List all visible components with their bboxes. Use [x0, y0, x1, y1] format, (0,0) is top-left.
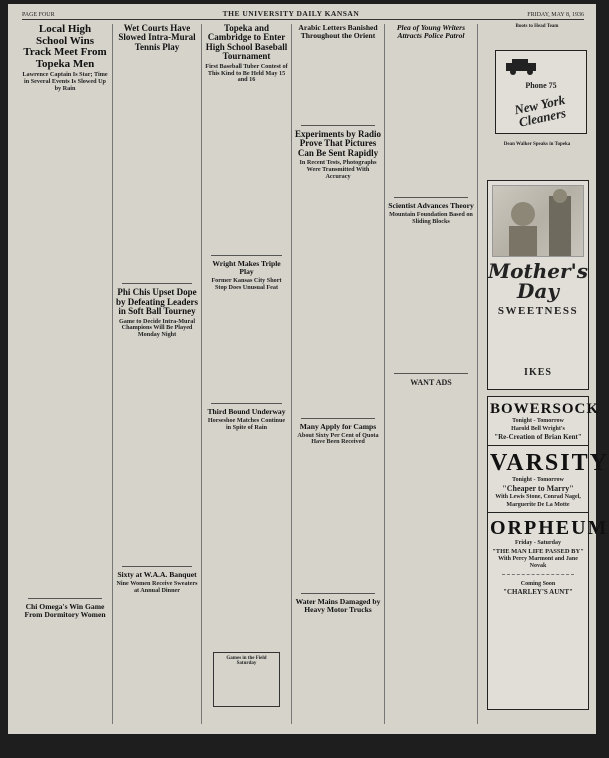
divider — [394, 373, 468, 374]
schedule-box — [213, 652, 280, 707]
newspaper-page — [8, 4, 609, 734]
film-title: "Re-Creation of Brian Kent" — [494, 433, 582, 441]
article-subhead: About Sixty Per Cent of Quota Have Been Received — [297, 431, 379, 446]
column-5 — [388, 24, 474, 724]
divider — [122, 283, 192, 284]
article-headline: Scientist Advances Theory — [388, 200, 474, 210]
coming-soon: Coming Soon — [520, 580, 556, 587]
article-subhead: Nine Women Receive Sweaters at Annual Dinner — [116, 580, 198, 594]
showing-line: Harold Bell Wright's — [511, 425, 565, 432]
article-subhead: Lawrence Captain Is Star; Time in Several Events Is Slowed Up by Rain — [22, 71, 108, 92]
film-title: "THE MAN LIFE PASSED BY" — [492, 547, 584, 555]
article-body — [205, 434, 288, 648]
divider — [301, 593, 375, 594]
article-body — [295, 43, 381, 121]
column-4 — [295, 24, 381, 724]
theatre-ad — [487, 396, 609, 710]
mothers-day-ad — [487, 180, 589, 390]
illustration — [492, 185, 584, 257]
article-headline: Wright Makes Triple Play — [212, 259, 281, 277]
article-body — [295, 449, 381, 589]
showing-line: Tonight - Tomorrow — [512, 476, 564, 483]
divider — [394, 197, 468, 198]
article-headline: Water Mains Damaged by Heavy Motor Trucks — [295, 597, 381, 615]
article-headline: Experiments by Radio Prove That Pictures Can Be Sent Rapidly — [295, 128, 382, 158]
masthead — [22, 8, 584, 20]
article-body — [205, 295, 288, 399]
article-headline: Wet Courts Have Slowed Intra-Mural Tennis Play — [118, 23, 196, 52]
showing-line: Friday - Saturday — [514, 540, 561, 547]
issue-date: FRIDAY, MAY 8, 1936 — [527, 12, 584, 18]
article-headline: Many Apply for Camps — [299, 421, 377, 431]
column-rule — [477, 24, 478, 724]
theatre-name: VARSITY — [490, 449, 609, 476]
article-body — [295, 617, 381, 737]
article-headline: Sixty at W.A.A. Banquet — [117, 570, 197, 580]
divider — [122, 566, 192, 567]
column-rule — [291, 24, 292, 724]
theatre-orpheum — [488, 512, 609, 600]
column-rule — [112, 24, 113, 724]
divider — [301, 125, 375, 126]
store-name: IKES — [524, 367, 552, 378]
mothers-day-title: Mother's Day — [488, 259, 588, 303]
theatre-name: BOWERSOCK — [490, 401, 600, 417]
theatre-name: ORPHEUM — [490, 517, 609, 540]
cast-line: With Lewis Stone, Conrad Nagel, — [495, 494, 581, 501]
divider — [211, 255, 282, 256]
schedule-box-title: Games in the Field Saturday — [226, 656, 267, 667]
mother-portrait-icon — [493, 186, 587, 258]
want-ads-heading: WANT ADS — [410, 377, 452, 387]
classified-ads — [388, 390, 474, 690]
article-headline: Chi Omega's Win Game From Dormitory Women — [24, 601, 106, 619]
film-title: "CHARLEY'S AUNT" — [503, 588, 573, 597]
cleaners-name: New York Cleaners — [512, 91, 568, 130]
article-body — [205, 87, 288, 251]
theatre-bowersock — [488, 397, 600, 445]
divider — [28, 598, 102, 599]
column-2 — [116, 24, 198, 724]
divider — [211, 403, 282, 404]
car-icon — [502, 57, 542, 77]
column-3 — [205, 24, 288, 724]
article-headline: Local High School Wins Track Meet From Topeka Men — [23, 23, 107, 70]
paper-name: THE UNIVERSITY DAILY KANSAN — [222, 9, 360, 18]
ad-slogan: SWEETNESS — [497, 305, 579, 317]
article-body — [22, 96, 108, 594]
article-body — [22, 622, 108, 742]
article-headline: Topeka and Cambridge to Enter High School Baseball Tournament — [205, 23, 288, 62]
article-body — [116, 342, 198, 562]
page-number: PAGE FOUR — [22, 12, 55, 18]
article-headline: Third Bound Underway — [207, 406, 286, 416]
cleaners-phone: Phone 75 — [525, 81, 557, 90]
article-body — [116, 598, 198, 758]
article-subhead: Game to Decide Intra-Mural Champions Will Be Played Monday Night — [118, 317, 196, 339]
column-rule — [201, 24, 202, 724]
article-headline: Boots to Head Team — [515, 24, 559, 29]
article-body — [388, 43, 474, 193]
showing-line: Tonight - Tomorrow — [512, 418, 564, 424]
article-subhead: In Recent Tests, Photographs Were Transmitted With Accuracy — [299, 159, 377, 180]
divider — [502, 574, 574, 575]
cast-line: With Percy Marmont and Jane Novak — [498, 555, 578, 570]
article-subhead: Horseshoe Matches Continue in Spite of Rain — [207, 416, 286, 431]
cast-line: Marguerite De La Motte — [506, 501, 570, 508]
column-rule — [384, 24, 385, 724]
article-headline: Plea of Young Writers Attracts Police Patrol — [396, 23, 466, 40]
column-1 — [22, 24, 108, 724]
article-headline: Dean Walker Speaks in Topeka — [503, 142, 571, 147]
film-title: "Cheaper to Marry" — [502, 484, 574, 494]
divider — [301, 418, 375, 419]
article-body — [483, 150, 591, 180]
cleaners-ad — [495, 50, 587, 134]
article-body — [388, 229, 474, 369]
article-body — [295, 184, 381, 414]
article-subhead: First Baseball Tuber Contest of This Kind to Be Held May 15 and 16 — [205, 62, 288, 84]
ad-copy — [488, 317, 588, 363]
article-headline: Phi Chis Upset Dope by Defeating Leaders in Soft Ball Tourney — [116, 287, 198, 317]
article-subhead: Former Kansas City Short Stop Does Unusual Feat — [211, 277, 282, 291]
schedule-box-body — [217, 669, 276, 703]
article-subhead: Mountain Foundation Based on Sliding Blocks — [389, 210, 473, 225]
article-body — [116, 55, 198, 279]
article-headline: Arabic Letters Banished Throughout the Orient — [298, 23, 378, 40]
theatre-varsity — [488, 445, 609, 513]
